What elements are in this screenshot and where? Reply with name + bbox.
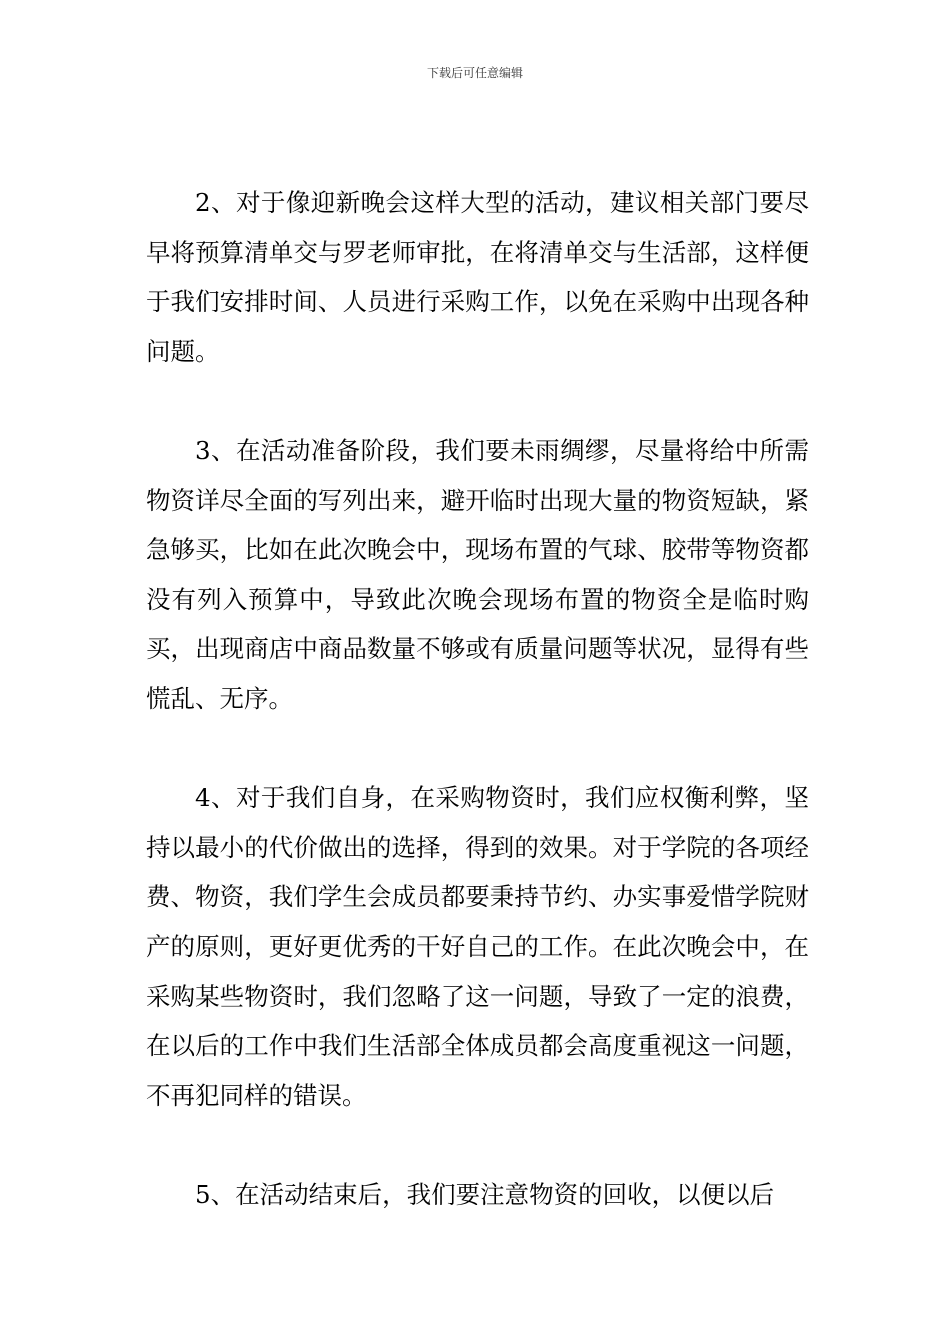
document-body	[146, 178, 809, 1219]
header-note: 下载后可任意编辑	[426, 66, 523, 80]
paragraph-item-3: 3、在活动准备阶段，我们要未雨绸缪，尽量将给中所需物资详尽全面的写列出来，避开临时出现大量的物资短缺，紧急够买，比如在此次晚会中，现场布置的气球、胶带等物资都没有列入预算中，导致此次晚会现场布置的物资全是临时购买，出现商店中商品数量不够或有质量问题等状况，显得有些慌乱、无序。	[146, 435, 809, 713]
paragraph-item-2: 2、对于像迎新晚会这样大型的活动，建议相关部门要尽早将预算清单交与罗老师审批，在将清单交与生活部，这样便于我们安排时间、人员进行采购工作，以免在采购中出现各种问题。	[146, 188, 809, 366]
paragraph-item-4: 4、对于我们自身，在采购物资时，我们应权衡利弊，坚持以最小的代价做出的选择，得到的效果。对于学院的各项经费、物资，我们学生会成员都要秉持节约、办实事爱惜学院财产的原则，更好更优秀的干好自己的工作。在此次晚会中，在采购某些物资时，我们忽略了这一问题，导致了一定的浪费，在以后的工作中我们生活部全体成员都会高度重视这一问题，不再犯同样的错误。	[146, 783, 809, 1110]
paragraph-item-5: 5、在活动结束后，我们要注意物资的回收，以便以后	[195, 1179, 775, 1209]
